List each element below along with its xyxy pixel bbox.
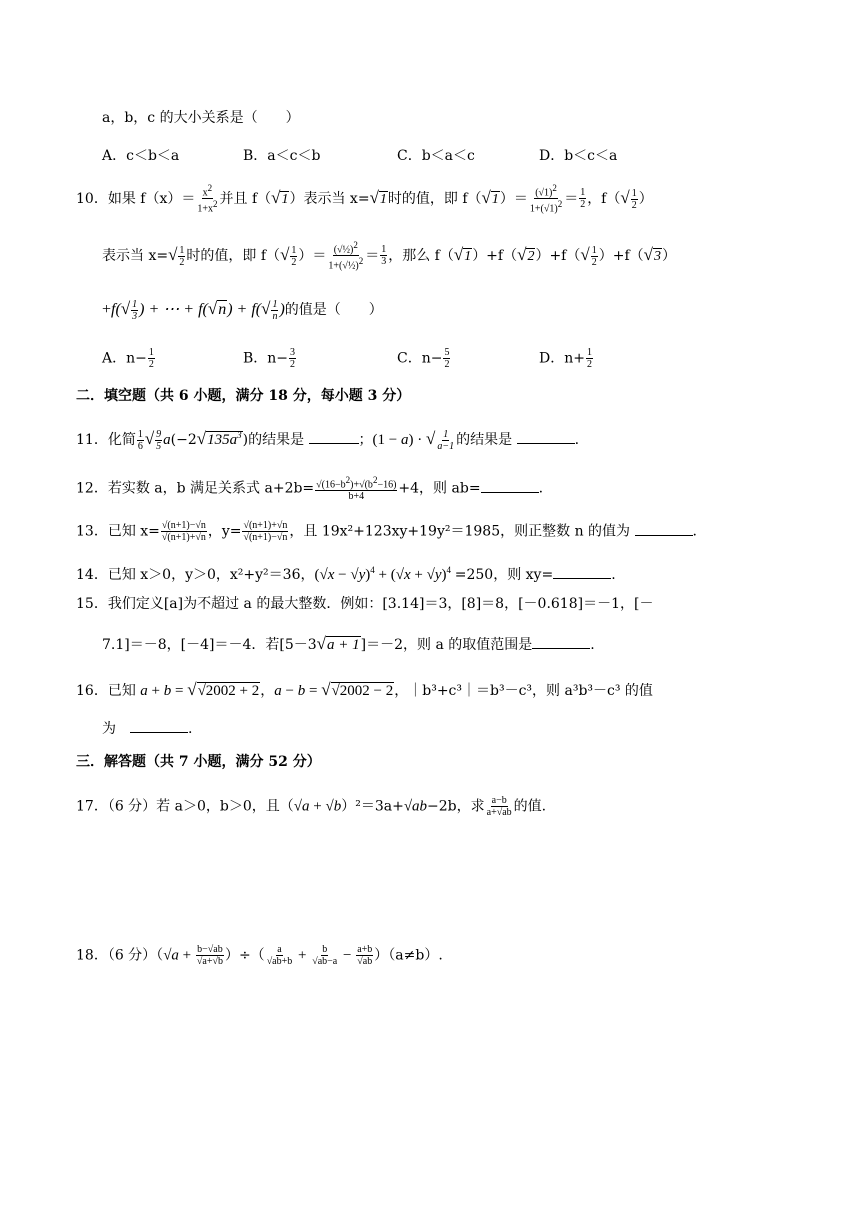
text: 时的值，即 f（	[387, 190, 482, 207]
text: ，｜b³+c³｜＝b³－c³，则 a³b³－c³ 的值	[394, 683, 653, 699]
q15-line-1	[76, 594, 653, 614]
question-number: 12．	[76, 480, 108, 497]
fraction: $\frac{√(n+1)-√n}{√(n+1)+√n}$	[161, 520, 206, 543]
expression: √ $\frac{1}{a-1}$	[426, 429, 455, 453]
text: ，y=	[207, 523, 242, 540]
text: ）＝	[298, 247, 327, 264]
text: 已知 x＞0，y＞0，x²+y²＝36，	[107, 567, 315, 583]
answer-blank[interactable]	[130, 718, 188, 733]
question-number: 17．	[76, 798, 108, 815]
text: ，f（	[587, 190, 621, 207]
q10-line-1	[76, 183, 653, 215]
text: ，那么 f（	[388, 247, 454, 264]
text: .	[590, 637, 595, 653]
text: 时的值，即 f（	[186, 247, 281, 264]
question-number: 13．	[76, 523, 108, 540]
expression: a − b = √√2002 − 2	[274, 680, 394, 699]
text: 为	[102, 721, 116, 737]
answer-blank[interactable]	[309, 429, 359, 444]
section-2-heading: 二．填空题（共 6 小题，满分 18 分，每小题 3 分）	[76, 388, 411, 404]
option-fraction: $\frac{3}{2}$	[290, 347, 296, 370]
q10-option-a[interactable]	[102, 347, 156, 370]
expression: √a + 1	[316, 634, 360, 653]
text: ）+f（	[472, 247, 518, 264]
q10-line-2	[102, 240, 676, 272]
question-number: 16．	[76, 683, 108, 699]
text: ]＝－2，则 a 的取值范围是	[360, 637, 533, 653]
text: ）÷（	[224, 947, 265, 964]
expression: √a + √b	[293, 798, 342, 815]
text: .	[611, 567, 616, 583]
text: .	[538, 480, 544, 497]
text: 如果 f（x）＝	[107, 190, 196, 207]
q15-line-2	[102, 634, 595, 655]
option-label: C．n−	[397, 350, 443, 367]
option-label: B．n−	[243, 350, 289, 367]
sqrt-half: √ $\frac{1}{2}$	[168, 244, 185, 269]
option-fraction: $\frac{1}{2}$	[148, 347, 154, 370]
text: 表示当 x=	[102, 247, 169, 264]
expression: $(√x - √y)^4 + (√x + √y)^4$	[314, 565, 451, 583]
answer-blank[interactable]	[635, 521, 693, 536]
sqrt-half: √ $\frac{1}{2}$	[580, 244, 597, 269]
sqrt-1: √1	[271, 187, 289, 207]
q12	[76, 475, 543, 502]
q16-line-2	[102, 718, 192, 739]
q13	[76, 520, 697, 543]
q11: 11．化简 $\frac{1}{6}$ √ $\frac{9}{5}$ $a(-2√135a^3)$的结果是 ；(1 − a) · √ $\frac{1}{a-1}$ 的结果是 .	[76, 428, 580, 453]
fraction: $\frac{√(16-b^2)+√(b^2-16)}{b+4}$	[316, 475, 397, 503]
fraction: $\frac{1}{3}$	[381, 244, 387, 268]
expression: √ $\frac{9}{5}$	[144, 429, 162, 453]
q10-option-c[interactable]	[397, 347, 451, 370]
q14	[76, 560, 616, 585]
sqrt-2: √2	[517, 244, 535, 264]
text: .	[574, 432, 580, 448]
sqrt-1: √1	[453, 244, 472, 264]
expression: a + b = √√2002 + 2	[140, 680, 260, 699]
sqrt-1: √1	[369, 187, 387, 207]
fraction: $\frac{b}{√ab-a}$	[312, 944, 338, 967]
sqrt-half: √ $\frac{1}{2}$	[620, 187, 637, 212]
question-number: 14．	[76, 567, 108, 583]
text: 7.1]＝－8，[－4]＝－4．若[5－3	[102, 637, 317, 653]
text: +4，则 ab=	[398, 480, 481, 497]
text: 的值.	[513, 798, 547, 815]
text: 并且 f（	[219, 190, 272, 207]
text: ＝	[564, 190, 579, 207]
text: 化简	[107, 432, 136, 448]
text: −2b，求	[427, 798, 485, 815]
answer-blank[interactable]	[532, 634, 590, 649]
sqrt-half: √ $\frac{1}{2}$	[280, 244, 297, 269]
fraction: $\frac{b-√ab}{√a+√b}$	[196, 944, 223, 967]
text: =250，则 xy=	[454, 567, 554, 583]
option-fraction: $\frac{1}{2}$	[586, 347, 592, 370]
text: .	[188, 721, 193, 737]
text: 已知 x=	[107, 523, 160, 540]
text: ＝	[365, 247, 380, 264]
q9-option-d[interactable]: D．b＜c＜a	[539, 148, 618, 164]
expression: √ab	[403, 798, 428, 815]
fraction: $\frac{(√\frac{1}{2})^2}{1+(√\frac{1}{2})^2}$	[328, 240, 364, 272]
text: ）+f（	[535, 247, 581, 264]
sqrt-3: √3	[643, 244, 661, 264]
q10-option-d[interactable]	[539, 347, 594, 370]
text: 的结果是	[248, 432, 305, 448]
fraction: $\frac{√(n+1)+√n}{√(n+1)-√n}$	[243, 520, 288, 543]
text: （6 分）（	[107, 947, 164, 964]
text: 的值是（ ）	[284, 302, 383, 319]
q9-option-c[interactable]: C．b＜a＜c	[397, 148, 475, 164]
fraction: $\frac{1}{2}$	[580, 187, 586, 211]
question-number: 18．	[76, 947, 108, 964]
q9-stem: a，b，c 的大小关系是（ ）	[102, 110, 300, 126]
text: ，且 19x²+123xy+19y²＝1985，则正整数 n 的值为	[289, 523, 631, 540]
text: ）	[638, 190, 653, 207]
text: ）（a≠b）.	[374, 947, 443, 964]
text: ）²＝3a+	[341, 798, 404, 815]
answer-blank[interactable]	[517, 429, 575, 444]
text: ）+f（	[598, 247, 644, 264]
fraction: $\frac{(√1)^2}{1+(√1)^2}$	[529, 183, 563, 215]
q10-line-3: +f(√ $\frac{1}{3}$ ) + ⋯ + f(√n) + f(√ $\frac{1}{n}$ )的值是（ ）	[102, 299, 383, 322]
sqrt-1: √1	[481, 187, 499, 207]
text: （6 分）若 a＞0，b＞0，且（	[107, 798, 294, 815]
expression: √a +	[163, 947, 195, 964]
q9-option-b[interactable]: B．a＜c＜b	[243, 148, 321, 164]
option-fraction: $\frac{5}{2}$	[444, 347, 450, 370]
text: ）	[661, 247, 676, 264]
fraction: $\frac{x^2}{1+x^2}$	[197, 183, 218, 215]
answer-blank[interactable]	[553, 564, 611, 579]
option-label: A．n−	[102, 350, 147, 367]
text: ；	[358, 432, 373, 448]
text: 若实数 a，b 满足关系式 a+2b=	[107, 480, 315, 497]
text: ）表示当 x=	[289, 190, 370, 207]
question-number: 10．	[76, 190, 108, 207]
question-number: 15．	[76, 596, 108, 612]
fraction: $\frac{a+b}{√ab}$	[357, 944, 373, 967]
text: 我们定义[a]为不超过 a 的最大整数．例如：[3.14]＝3，[8]＝8，[－0.618]＝－1，[－	[107, 596, 654, 612]
q9-option-a[interactable]: A．c＜b＜a	[102, 148, 180, 164]
answer-blank[interactable]	[481, 478, 539, 493]
fraction: $\frac{a}{√ab+b}$	[266, 944, 293, 967]
q10-option-b[interactable]	[243, 347, 297, 370]
section-3-heading: 三．解答题（共 7 小题，满分 52 分）	[76, 754, 321, 770]
fraction: $\frac{a-b}{a+√ab}$	[486, 795, 512, 818]
text: ）＝	[499, 190, 528, 207]
fraction: $\frac{1}{6}$	[137, 428, 143, 452]
question-number: 11．	[76, 432, 108, 448]
text: ，	[260, 683, 275, 699]
q16-line-1	[76, 680, 653, 701]
text: .	[692, 523, 697, 540]
option-label: D．n+	[539, 350, 585, 367]
text: 的结果是	[456, 432, 513, 448]
q18: 18．（6 分）（√a + $\frac{b-√ab}{√a+√b}$ ）÷（ $\frac{a}{√ab+b}$ + $\frac{b}{√ab-a}$ − $\frac{a+b}{√ab}$ ）（a≠b）.	[76, 944, 443, 967]
q17	[76, 795, 546, 818]
text: 已知	[107, 683, 136, 699]
